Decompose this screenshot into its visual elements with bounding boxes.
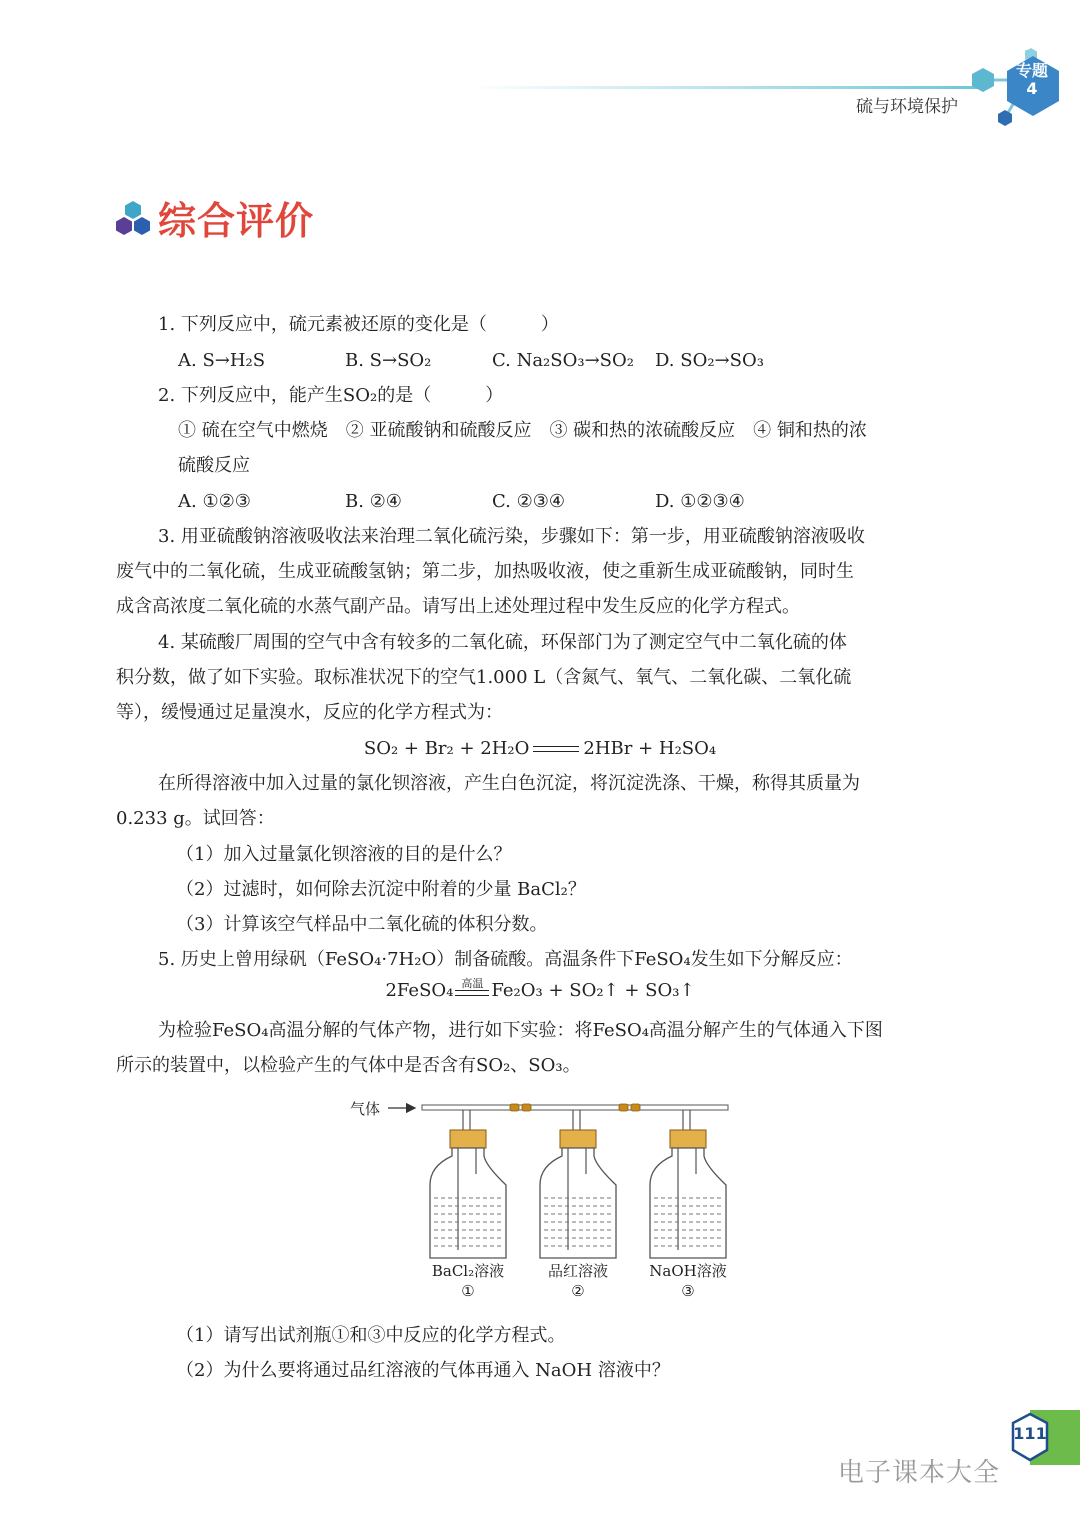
q5-equation-left: 2FeSO₄ <box>385 980 454 1001</box>
q2-option-c: C. ②③④ <box>492 491 565 512</box>
q5-sub-2: （2）为什么要将通过品红溶液的气体再通入 NaOH 溶液中？ <box>176 1360 670 1381</box>
q4-line-2: 积分数，做了如下实验。取标准状况下的空气1.000 L（含氮气、氧气、二氧化碳、二氧化硫 <box>116 667 852 688</box>
q5-equation <box>0 978 1080 1003</box>
q5-sub-1: （1）请写出试剂瓶①和③中反应的化学方程式。 <box>176 1325 566 1346</box>
q2-option-d: D. ①②③④ <box>655 491 745 512</box>
bottle-2-reagent: 品红溶液 <box>547 1262 608 1280</box>
equals-sign <box>455 990 489 996</box>
q1-option-b: B. S→SO₂ <box>345 350 432 371</box>
bottle-2-number: ② <box>571 1282 585 1300</box>
section-title: 综合评价 <box>158 199 315 243</box>
running-head: 硫与环境保护 <box>856 97 958 117</box>
q4-equation <box>0 737 1080 761</box>
q3-line-1: 3. 用亚硫酸钠溶液吸收法来治理二氧化硫污染，步骤如下：第一步，用亚硫酸钠溶液吸收 <box>158 526 865 547</box>
bottle-1-reagent: BaCl₂溶液 <box>431 1262 505 1280</box>
q3-line-3: 成含高浓度二氧化硫的水蒸气副产品。请写出上述处理过程中发生反应的化学方程式。 <box>116 596 800 617</box>
page-number: 111 <box>1013 1424 1047 1443</box>
q4-after-line-1: 在所得溶液中加入过量的氯化钡溶液，产生白色沉淀，将沉淀洗涤、干燥，称得其质量为 <box>158 773 860 794</box>
gas-washing-apparatus <box>330 1090 750 1310</box>
q4-after-line-2: 0.233 g。试回答： <box>116 808 275 829</box>
bottle-3 <box>650 1110 726 1258</box>
cube-cluster-icon <box>114 199 152 237</box>
q2-stem: 2. 下列反应中，能产生SO₂的是（ ） <box>158 385 504 406</box>
gas-label: 气体 <box>350 1100 381 1118</box>
reaction-condition <box>455 978 489 1003</box>
q4-line-1: 4. 某硫酸厂周围的空气中含有较多的二氧化硫，环保部门为了测定空气中二氧化硫的体 <box>158 632 847 653</box>
q4-equation-left: SO₂ + Br₂ + 2H₂O <box>363 738 530 759</box>
q1-option-c: C. Na₂SO₃→SO₂ <box>492 350 634 371</box>
q4-sub-2: （2）过滤时，如何除去沉淀中附着的少量 BaCl₂？ <box>176 879 586 900</box>
q2-items-line-1: ① 硫在空气中燃烧 ② 亚硫酸钠和硫酸反应 ③ 碳和热的浓硫酸反应 ④ 铜和热的浓 <box>178 420 867 441</box>
q4-sub-3: （3）计算该空气样品中二氧化硫的体积分数。 <box>176 914 548 935</box>
q5-equation-right: Fe₂O₃ + SO₂↑ + SO₃↑ <box>491 980 695 1001</box>
q4-equation-right: 2HBr + H₂SO₄ <box>583 738 717 759</box>
bottle-1-number: ① <box>461 1282 475 1300</box>
q3-line-2: 废气中的二氧化硫，生成亚硫酸氢钠；第二步，加热吸收液，使之重新生成亚硫酸钠，同时生 <box>116 561 854 582</box>
q1-option-d: D. SO₂→SO₃ <box>655 350 764 371</box>
q4-sub-1: （1）加入过量氯化钡溶液的目的是什么？ <box>176 844 512 865</box>
bottle-3-number: ③ <box>681 1282 695 1300</box>
equals-sign <box>533 746 579 752</box>
chapter-word: 专题 <box>1015 61 1048 80</box>
q2-option-a: A. ①②③ <box>178 491 251 512</box>
q5-line-1: 5. 历史上曾用绿矾（FeSO₄·7H₂O）制备硫酸。高温条件下FeSO₄发生如下分解反应： <box>158 949 853 970</box>
bottle-1 <box>430 1110 506 1258</box>
q5-line-3: 所示的装置中，以检验产生的气体中是否含有SO₂、SO₃。 <box>116 1055 581 1076</box>
chapter-number: 4 <box>1026 79 1038 98</box>
q1-option-a: A. S→H₂S <box>178 350 266 371</box>
q5-line-2: 为检验FeSO₄高温分解的气体产物，进行如下实验：将FeSO₄高温分解产生的气体通入下图 <box>158 1020 883 1041</box>
q1-stem: 1. 下列反应中，硫元素被还原的变化是（ ） <box>158 314 559 335</box>
chapter-label <box>1002 62 1062 98</box>
header-rule <box>470 86 985 89</box>
q2-option-b: B. ②④ <box>345 491 402 512</box>
q2-items-line-2: 硫酸反应 <box>178 455 250 476</box>
bottle-2 <box>540 1110 616 1258</box>
q4-line-3: 等），缓慢通过足量溴水，反应的化学方程式为： <box>116 702 503 723</box>
bottle-3-reagent: NaOH溶液 <box>649 1262 727 1280</box>
condition-label: 高温 <box>461 977 484 990</box>
watermark-text: 电子课本大全 <box>838 1458 1001 1488</box>
